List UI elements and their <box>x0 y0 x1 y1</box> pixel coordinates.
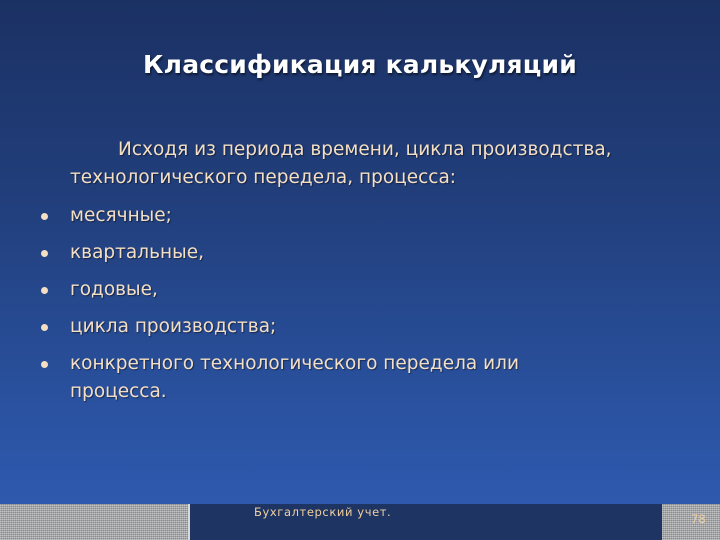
bullet-text: цикла производства; <box>70 316 277 337</box>
intro-paragraph: Исходя из периода времени, цикла производства, технологического передела, процесса: <box>70 139 612 188</box>
bullet-dot-icon <box>41 324 48 331</box>
bullet-item <box>70 202 690 230</box>
bullet-item <box>70 276 690 304</box>
bullet-dot-icon <box>41 250 48 257</box>
slide-title: Классификация калькуляций <box>143 50 577 79</box>
bullet-dot-icon <box>41 213 48 220</box>
bullet-dot-icon <box>41 361 48 368</box>
bullet-text: месячные; <box>70 205 172 226</box>
bullet-text: годовые, <box>70 279 158 300</box>
bullet-text: конкретного технологического передела или процесса. <box>70 353 519 402</box>
bullet-text: квартальные, <box>70 242 204 263</box>
bullet-item <box>70 350 520 406</box>
slide-body <box>70 136 690 415</box>
footer-text: Бухгалтерский учет. <box>254 505 392 519</box>
bullet-list <box>70 202 690 406</box>
bullet-dot-icon <box>41 287 48 294</box>
bullet-item <box>70 239 690 267</box>
bullet-item <box>70 313 690 341</box>
page-number: 78 <box>691 512 706 526</box>
